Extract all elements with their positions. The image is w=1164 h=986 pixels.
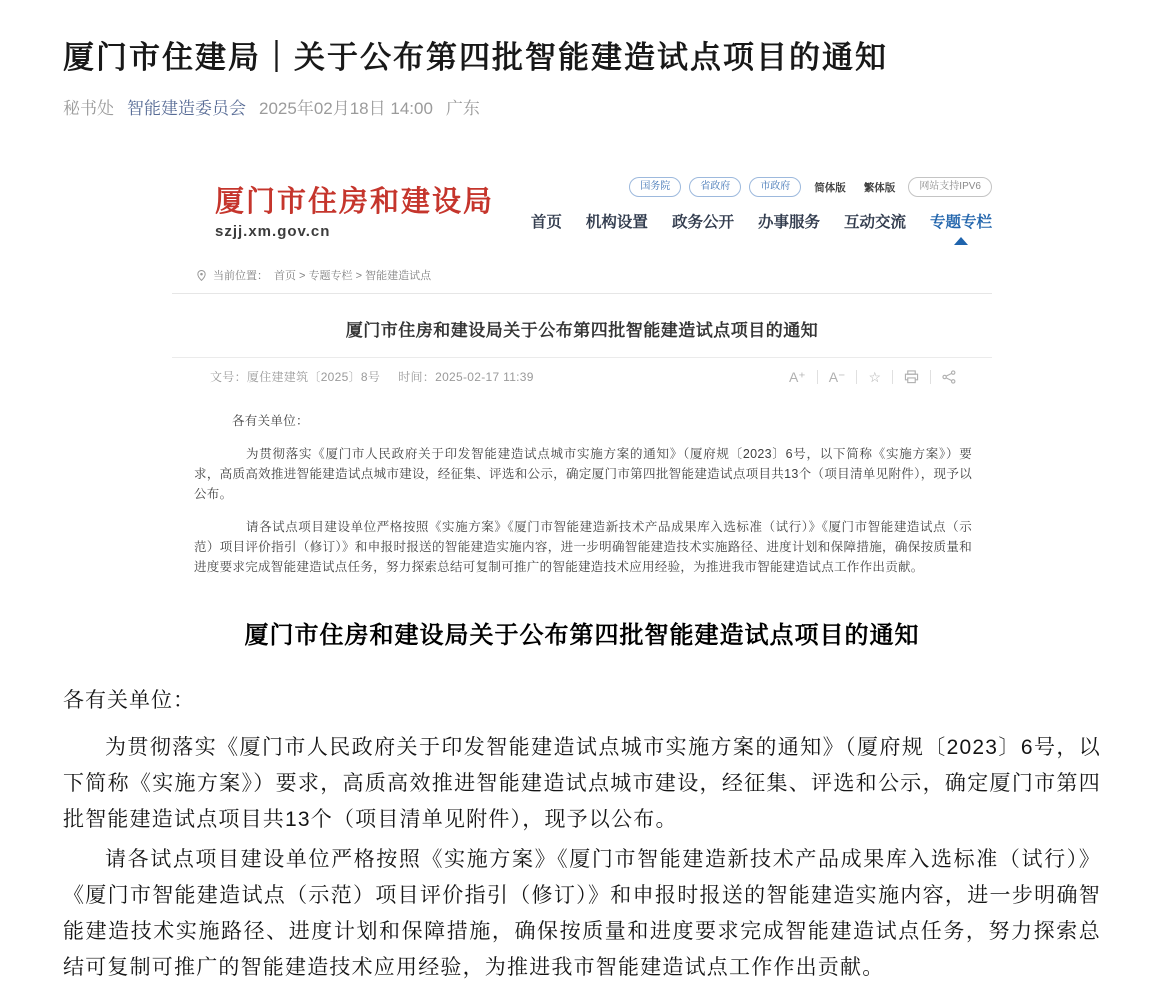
- breadcrumb: [172, 267, 992, 294]
- article-title: 厦门市住建局｜关于公布第四批智能建造试点项目的通知: [63, 40, 888, 75]
- govsite-doc-body: [194, 411, 972, 577]
- govsite-logo-title: 厦门市住房和建设局: [215, 186, 495, 218]
- govsite-domain: szjj.xm.gov.cn: [215, 222, 331, 240]
- govsite-header: [172, 153, 992, 257]
- breadcrumb-label: 当前位置：: [213, 270, 268, 282]
- nav-interaction: 互动交流: [843, 214, 906, 231]
- font-decrease-icon: A⁻: [828, 368, 846, 385]
- doc-number-label: 文号：: [210, 370, 247, 384]
- notice-heading: 厦门市住房和建设局关于公布第四批智能建造试点项目的通知: [244, 622, 920, 649]
- link-province-gov: 省政府: [689, 177, 741, 197]
- publish-datetime: 2025年02月18日 14:00: [259, 99, 433, 118]
- doc-time: 2025-02-17 11:39: [435, 370, 534, 384]
- govsite-logo: [215, 187, 494, 240]
- notice-salutation: 各有关单位：: [63, 689, 195, 712]
- location-pin-icon: [196, 269, 207, 282]
- font-increase-icon: A⁺: [788, 368, 806, 385]
- govsite-doc-title: 厦门市住房和建设局关于公布第四批智能建造试点项目的通知: [345, 321, 819, 340]
- doc-time-label: 时间：: [398, 370, 436, 384]
- nav-home: 首页: [530, 214, 562, 231]
- link-city-gov: 市政府: [749, 177, 801, 197]
- doc-number: 厦住建建筑〔2025〕8号: [246, 370, 381, 384]
- embedded-govsite-screenshot[interactable]: [172, 153, 992, 577]
- nav-gov-affairs: 政务公开: [671, 214, 734, 231]
- publish-region: 广东: [445, 99, 480, 118]
- govsite-nav: [531, 210, 992, 232]
- nav-special-columns: 专题专栏: [930, 210, 992, 232]
- author-name: 秘书处: [63, 99, 114, 118]
- govsite-toolbar: [789, 370, 956, 384]
- active-nav-caret-icon: [954, 237, 968, 245]
- notice-paragraph: 请各试点项目建设单位严格按照《实施方案》《厦门市智能建造新技术产品成果库入选标准（试行）》《厦门市智能建造试点（示范）项目评价指引（修订）》和申报时报送的智能建造实施内容，进一步明确智能建造技术实施路径、进度计划和保障措施，确保按质量和进度要求完成智能建造试点任务，努力探索总结可复制可推广的智能建造技术应用经验，为推进我市智能建造试点工作作出贡献。: [63, 848, 1101, 979]
- govsite-paragraph: 请各试点项目建设单位严格按照《实施方案》《厦门市智能建造新技术产品成果库入选标准（试行）》《厦门市智能建造试点（示范）项目评价指引（修订）》和申报时报送的智能建造实施内容，进一步明确智能建造技术实施路径、进度计划和保障措施，确保按质量和进度要求完成智能建造试点任务，努力探索总结可复制可推广的智能建造技术应用经验，为推进我市智能建造试点工作作出贡献。: [194, 520, 972, 574]
- govsite-quick-links: [629, 177, 992, 197]
- print-icon: [904, 370, 919, 384]
- link-state-council: 国务院: [629, 177, 681, 197]
- ipv6-badge: 网站支持IPV6: [908, 177, 992, 197]
- byline: [63, 94, 1101, 119]
- favorite-star-icon: ☆: [868, 368, 881, 385]
- official-account-link[interactable]: 智能建造委员会: [127, 99, 246, 118]
- link-simplified: 简体版: [814, 181, 846, 194]
- nav-organization: 机构设置: [585, 214, 648, 231]
- share-icon: [942, 370, 956, 384]
- notice-paragraph: 为贯彻落实《厦门市人民政府关于印发智能建造试点城市实施方案的通知》（厦府规〔2023〕6号，以下简称《实施方案》）要求，高质高效推进智能建造试点城市建设，经征集、评选和公示，确定厦门市第四批智能建造试点项目共13个（项目清单见附件），现予以公布。: [63, 736, 1101, 831]
- govsite-paragraph: 为贯彻落实《厦门市人民政府关于印发智能建造试点城市实施方案的通知》（厦府规〔2023〕6号，以下简称《实施方案》）要求，高质高效推进智能建造试点城市建设，经征集、评选和公示，确定厦门市第四批智能建造试点项目共13个（项目清单见附件），现予以公布。: [194, 447, 972, 501]
- breadcrumb-trail: 首页 > 专题专栏 > 智能建造试点: [274, 270, 432, 282]
- nav-services: 办事服务: [757, 214, 820, 231]
- govsite-doc-meta: [172, 357, 992, 385]
- link-traditional: 繁体版: [863, 181, 896, 194]
- govsite-salutation: 各有关单位：: [232, 414, 309, 428]
